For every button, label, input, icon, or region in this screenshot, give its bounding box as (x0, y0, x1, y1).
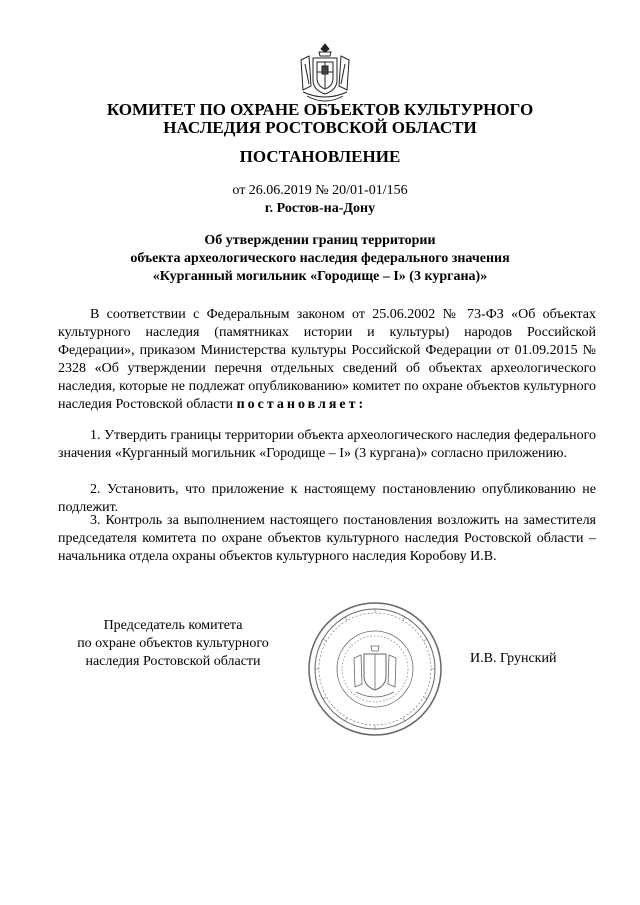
subject-line-1: Об утверждении границ территории (204, 233, 436, 248)
official-stamp-icon (306, 600, 444, 738)
signatory-title-line-2: по охране объектов культурного (77, 636, 269, 651)
preamble-paragraph (58, 306, 596, 414)
resolves-word: постановляет: (236, 397, 367, 412)
document-city: г. Ростов-на-Дону (264, 201, 376, 216)
preamble-text: В соответствии с Федеральным законом от 25.06.2002 № 73-ФЗ «Об объектах культурного наследия (памятниках истории и культуры) народов Российской Федерации», приказом Министерства культуры Российской Федерации от 01.09.2015 № 2328 «Об утверждении перечня отдельных сведений об объектах археологического наследия, которые не подлежат опубликованию» комитет по охране объектов культурного наследия Ростовской области (58, 307, 596, 412)
organization-name (0, 101, 640, 137)
subject-line-3: «Курганный могильник «Городище – I» (3 кургана)» (152, 269, 488, 284)
signatory-name: И.В. Грунский (470, 651, 557, 666)
document-type: ПОСТАНОВЛЕНИЕ (239, 147, 401, 166)
signatory-title (58, 617, 288, 671)
document-subject (0, 232, 640, 286)
signatory-title-line-1: Председатель комитета (103, 618, 243, 633)
item-1-paragraph: 1. Утвердить границы территории объекта археологического наследия федерального значения «Курганный могильник «Городище – I» (3 кургана)» согласно приложению. (58, 428, 596, 461)
org-line-2: НАСЛЕДИЯ РОСТОВСКОЙ ОБЛАСТИ (163, 118, 477, 137)
signatory-title-line-3: наследия Ростовской области (85, 654, 261, 669)
org-line-1: КОМИТЕТ ПО ОХРАНЕ ОБЪЕКТОВ КУЛЬТУРНОГО (106, 100, 534, 119)
item-3-paragraph: 3. Контроль за выполнением настоящего постановления возложить на заместителя председателя комитета по охране объектов культурного наследия Ростовской области – начальника отдела охраны объектов культурного наследия Коробову И.В. (58, 513, 596, 564)
item-2-paragraph: 2. Установить, что приложение к настоящему постановлению опубликованию не подлежит. (58, 482, 596, 515)
document-date-number: от 26.06.2019 № 20/01-01/156 (232, 183, 408, 198)
subject-line-2: объекта археологического наследия федерального значения (130, 251, 510, 266)
